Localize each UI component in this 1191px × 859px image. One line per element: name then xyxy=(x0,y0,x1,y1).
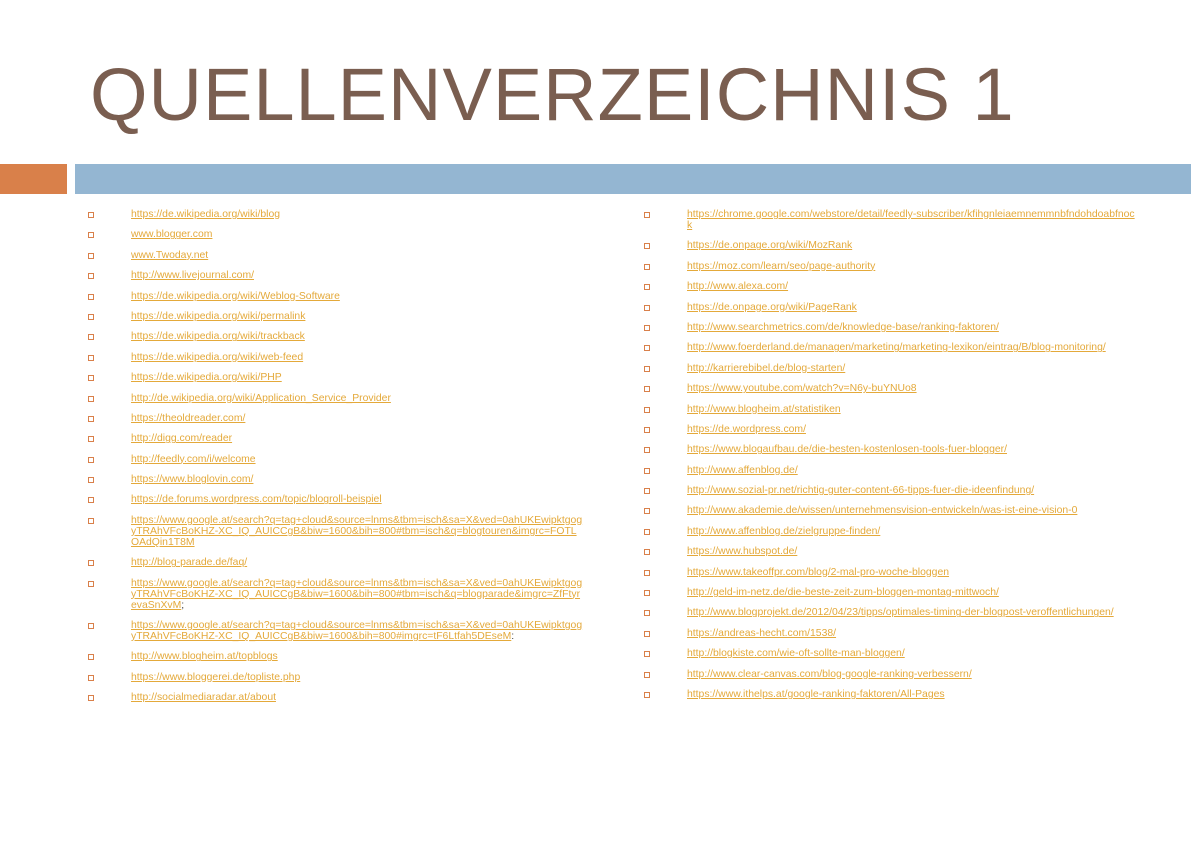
reference-link[interactable]: https://andreas-hecht.com/1538/ xyxy=(687,627,837,639)
square-bullet-icon xyxy=(88,457,94,463)
reference-link[interactable]: http://www.alexa.com/ xyxy=(687,281,789,293)
square-bullet-icon xyxy=(644,610,650,616)
reference-link[interactable]: www.Twoday.net xyxy=(131,249,209,261)
link-list-item xyxy=(644,669,1139,680)
link-list-item xyxy=(644,281,1139,292)
link-list-item xyxy=(644,444,1139,455)
link-list-item xyxy=(644,424,1139,435)
link-suffix: : xyxy=(511,631,515,643)
reference-link[interactable]: http://geld-im-netz.de/die-beste-zeit-zum-bloggen-montag-mittwoch/ xyxy=(687,587,999,599)
link-list-item xyxy=(88,352,583,363)
square-bullet-icon xyxy=(644,366,650,372)
link-list-item xyxy=(644,587,1139,598)
square-bullet-icon xyxy=(644,590,650,596)
link-list-item xyxy=(88,474,583,485)
square-bullet-icon xyxy=(644,508,650,514)
link-list-item xyxy=(644,465,1139,476)
link-list-item xyxy=(88,270,583,281)
link-list-item xyxy=(88,620,583,642)
reference-link[interactable]: https://de.wikipedia.org/wiki/blog xyxy=(131,209,281,220)
link-list-item xyxy=(88,672,583,683)
square-bullet-icon xyxy=(88,623,94,629)
link-list-item xyxy=(88,331,583,342)
reference-link[interactable]: http://blog-parade.de/faq/ xyxy=(131,557,248,569)
reference-link[interactable]: http://feedly.com/i/welcome xyxy=(131,453,256,465)
square-bullet-icon xyxy=(644,549,650,555)
reference-link[interactable]: www.blogger.com xyxy=(131,229,213,241)
square-bullet-icon xyxy=(644,325,650,331)
square-bullet-icon xyxy=(88,355,94,361)
reference-link[interactable]: http://www.blogprojekt.de/2012/04/23/tipps/optimales-timing-der-blogpost-veroffentlichungen/ xyxy=(687,607,1114,619)
reference-link[interactable]: https://www.google.at/search?q=tag+cloud&source=lnms&tbm=isch&sa=X&ved=0ahUKEwipktgogyTRAhVFcBoKHZ-XC_IQ_AUICCgB&biw=1600&bih=800#tbm=isch&q=blogparade&imgrc=ZfFtyrevaSnXvM xyxy=(131,577,583,611)
square-bullet-icon xyxy=(88,518,94,524)
reference-link[interactable]: https://theoldreader.com/ xyxy=(131,412,246,424)
reference-link[interactable]: https://chrome.google.com/webstore/detail/feedly-subscriber/kfihgnleiaemnemmnbfndohdoabfnock xyxy=(687,209,1135,231)
reference-link[interactable]: https://www.bloglovin.com/ xyxy=(131,474,254,486)
reference-link[interactable]: http://www.affenblog.de/zielgruppe-finden/ xyxy=(687,525,881,537)
square-bullet-icon xyxy=(644,284,650,290)
square-bullet-icon xyxy=(88,497,94,503)
reference-link[interactable]: http://karrierebibel.de/blog-starten/ xyxy=(687,362,846,374)
reference-link[interactable]: http://www.clear-canvas.com/blog-google-ranking-verbessern/ xyxy=(687,668,972,680)
reference-link[interactable]: https://moz.com/learn/seo/page-authority xyxy=(687,260,876,272)
link-list-item xyxy=(644,404,1139,415)
reference-link[interactable]: https://de.wikipedia.org/wiki/web-feed xyxy=(131,351,304,363)
link-list-item xyxy=(644,628,1139,639)
reference-link[interactable]: https://www.takeoffpr.com/blog/2-mal-pro-woche-bloggen xyxy=(687,566,950,578)
square-bullet-icon xyxy=(88,294,94,300)
accent-bar-blue xyxy=(75,164,1191,194)
reference-link[interactable]: http://www.affenblog.de/ xyxy=(687,464,798,476)
link-list-item xyxy=(644,689,1139,700)
square-bullet-icon xyxy=(88,560,94,566)
link-list-item xyxy=(88,557,583,568)
reference-link[interactable]: http://www.akademie.de/wissen/unternehmensvision-entwickeln/was-ist-eine-vision-0 xyxy=(687,505,1078,517)
reference-link[interactable]: https://de.onpage.org/wiki/MozRank xyxy=(687,240,853,252)
square-bullet-icon xyxy=(644,631,650,637)
square-bullet-icon xyxy=(88,375,94,381)
link-list-item xyxy=(88,494,583,505)
reference-link[interactable]: https://www.bloggerei.de/topliste.php xyxy=(131,671,301,683)
link-list-item xyxy=(644,322,1139,333)
square-bullet-icon xyxy=(88,695,94,701)
reference-link[interactable]: https://de.wikipedia.org/wiki/Weblog-Software xyxy=(131,290,340,302)
square-bullet-icon xyxy=(88,212,94,218)
square-bullet-icon xyxy=(88,477,94,483)
square-bullet-icon xyxy=(644,386,650,392)
link-list-item xyxy=(644,342,1139,353)
reference-link[interactable]: https://www.google.at/search?q=tag+cloud&source=lnms&tbm=isch&sa=X&ved=0ahUKEwipktgogyTRAhVFcBoKHZ-XC_IQ_AUICCgB&biw=1600&bih=800#tbm=isch&q=blogtouren&imgrc=FOTLOAdQin1T8M xyxy=(131,514,583,548)
reference-link[interactable]: https://de.wikipedia.org/wiki/PHP xyxy=(131,372,282,384)
square-bullet-icon xyxy=(88,314,94,320)
square-bullet-icon xyxy=(644,243,650,249)
link-list-item xyxy=(88,311,583,322)
link-list-item xyxy=(644,302,1139,313)
link-list-item xyxy=(644,209,1139,231)
link-list-item xyxy=(644,485,1139,496)
link-list-item xyxy=(644,546,1139,557)
square-bullet-icon xyxy=(644,651,650,657)
link-list-item xyxy=(644,505,1139,516)
reference-link[interactable]: https://www.blogaufbau.de/die-besten-kostenlosen-tools-fuer-blogger/ xyxy=(687,444,1007,456)
square-bullet-icon xyxy=(644,529,650,535)
square-bullet-icon xyxy=(644,264,650,270)
link-list-item xyxy=(88,209,583,220)
square-bullet-icon xyxy=(644,692,650,698)
link-list-item xyxy=(88,578,583,611)
square-bullet-icon xyxy=(644,345,650,351)
square-bullet-icon xyxy=(88,675,94,681)
square-bullet-icon xyxy=(644,427,650,433)
reference-link[interactable]: http://www.foerderland.de/managen/marketing/marketing-lexikon/eintrag/B/blog-monitoring/ xyxy=(687,342,1106,354)
left-link-list xyxy=(88,209,583,713)
reference-link[interactable]: http://de.wikipedia.org/wiki/Application_Service_Provider xyxy=(131,392,391,404)
square-bullet-icon xyxy=(644,305,650,311)
link-list-item xyxy=(644,261,1139,272)
reference-link[interactable]: https://de.wikipedia.org/wiki/trackback xyxy=(131,331,305,343)
reference-link[interactable]: http://blogkiste.com/wie-oft-sollte-man-bloggen/ xyxy=(687,648,905,660)
square-bullet-icon xyxy=(88,232,94,238)
square-bullet-icon xyxy=(644,212,650,218)
reference-link[interactable]: https://de.wordpress.com/ xyxy=(687,423,806,435)
page-title: QUELLENVERZEICHNIS 1 xyxy=(90,53,1015,136)
reference-link[interactable]: https://www.youtube.com/watch?v=N6y-buYNUo8 xyxy=(687,383,917,395)
reference-link[interactable]: https://de.onpage.org/wiki/PageRank xyxy=(687,301,857,313)
square-bullet-icon xyxy=(88,436,94,442)
link-list-item xyxy=(88,229,583,240)
reference-link[interactable]: http://socialmediaradar.at/about xyxy=(131,692,276,704)
link-list-item xyxy=(88,692,583,703)
square-bullet-icon xyxy=(88,396,94,402)
reference-link[interactable]: https://www.ithelps.at/google-ranking-faktoren/All-Pages xyxy=(687,688,945,700)
accent-bar-orange xyxy=(0,164,67,194)
link-list-item xyxy=(88,651,583,662)
link-list-item xyxy=(644,363,1139,374)
square-bullet-icon xyxy=(644,447,650,453)
link-suffix: ; xyxy=(181,599,185,611)
square-bullet-icon xyxy=(88,334,94,340)
reference-link[interactable]: https://de.forums.wordpress.com/topic/blogroll-beispiel xyxy=(131,494,382,506)
square-bullet-icon xyxy=(88,581,94,587)
square-bullet-icon xyxy=(644,407,650,413)
link-list-item xyxy=(644,607,1139,618)
link-list-item xyxy=(644,567,1139,578)
square-bullet-icon xyxy=(88,273,94,279)
square-bullet-icon xyxy=(644,468,650,474)
link-list-item xyxy=(88,250,583,261)
reference-link[interactable]: https://www.google.at/search?q=tag+cloud&source=lnms&tbm=isch&sa=X&ved=0ahUKEwipktgogyTRAhVFcBoKHZ-XC_IQ_AUICCgB&biw=1600&bih=800#imgrc=tF6Ltfah5DEseM xyxy=(131,620,583,643)
reference-link[interactable]: https://www.hubspot.de/ xyxy=(687,546,798,558)
square-bullet-icon xyxy=(644,488,650,494)
link-list-item xyxy=(644,383,1139,394)
link-list-item xyxy=(88,433,583,444)
link-list-item xyxy=(88,454,583,465)
right-link-list xyxy=(644,209,1139,709)
square-bullet-icon xyxy=(88,416,94,422)
link-list-item xyxy=(644,240,1139,251)
link-list-item xyxy=(88,393,583,404)
reference-link[interactable]: http://www.livejournal.com/ xyxy=(131,270,255,282)
reference-link[interactable]: http://digg.com/reader xyxy=(131,433,233,445)
link-list-item xyxy=(88,291,583,302)
square-bullet-icon xyxy=(644,672,650,678)
reference-link[interactable]: http://www.searchmetrics.com/de/knowledge-base/ranking-faktoren/ xyxy=(687,321,999,333)
link-list-item xyxy=(88,413,583,424)
reference-link[interactable]: http://www.sozial-pr.net/richtig-guter-content-66-tipps-fuer-die-ideenfindung/ xyxy=(687,485,1035,497)
link-list-item xyxy=(88,372,583,383)
square-bullet-icon xyxy=(88,654,94,660)
link-list-item xyxy=(644,526,1139,537)
link-list-item xyxy=(644,648,1139,659)
reference-link[interactable]: https://de.wikipedia.org/wiki/permalink xyxy=(131,310,306,322)
link-list-item xyxy=(88,515,583,548)
reference-link[interactable]: http://www.blogheim.at/topblogs xyxy=(131,651,278,663)
square-bullet-icon xyxy=(644,570,650,576)
square-bullet-icon xyxy=(88,253,94,259)
reference-link[interactable]: http://www.blogheim.at/statistiken xyxy=(687,403,841,415)
